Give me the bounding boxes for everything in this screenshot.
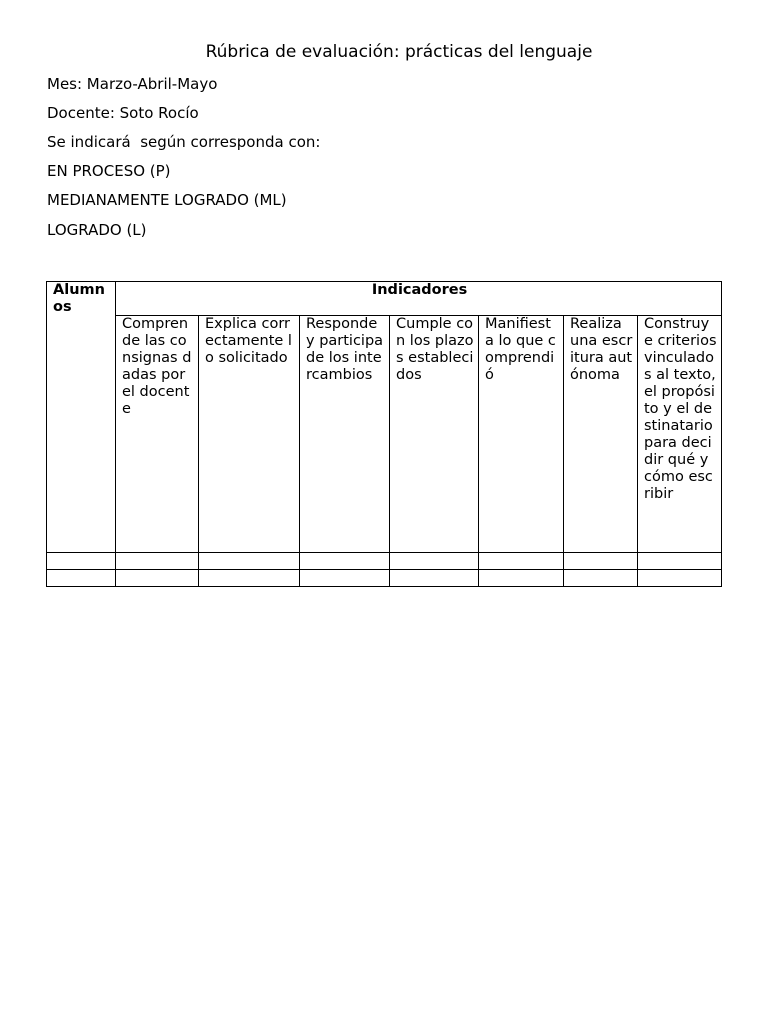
table-row <box>47 553 722 570</box>
indicator-cell: Cumple con los plazos establecidos <box>390 316 479 553</box>
score-cell[interactable] <box>300 553 390 570</box>
scale-logrado: LOGRADO (L) <box>47 221 147 239</box>
student-cell[interactable] <box>47 570 116 587</box>
score-cell[interactable] <box>199 570 300 587</box>
indicator-cell: Manifiesta lo que comprendió <box>479 316 564 553</box>
indicator-cell: Construye criterios vinculados al texto, el propósito y el destinatario para decidir qué y cómo escribir <box>638 316 722 553</box>
scale-intro: Se indicará según corresponda con: <box>47 133 321 151</box>
score-cell[interactable] <box>638 570 722 587</box>
teacher-line: Docente: Soto Rocío <box>47 104 199 122</box>
indicator-cell: Responde y participa de los intercambios <box>300 316 390 553</box>
score-cell[interactable] <box>564 570 638 587</box>
indicator-cell: Explica correctamente lo solicitado <box>199 316 300 553</box>
score-cell[interactable] <box>479 570 564 587</box>
scale-en-proceso: EN PROCESO (P) <box>47 162 171 180</box>
score-cell[interactable] <box>116 570 199 587</box>
score-cell[interactable] <box>116 553 199 570</box>
students-header: Alumnos <box>47 282 116 553</box>
score-cell[interactable] <box>390 553 479 570</box>
table-header-row <box>47 282 722 316</box>
indicator-cell: Realiza una escritura autónoma <box>564 316 638 553</box>
score-cell[interactable] <box>300 570 390 587</box>
month-line: Mes: Marzo-Abril-Mayo <box>47 75 218 93</box>
score-cell[interactable] <box>479 553 564 570</box>
student-cell[interactable] <box>47 553 116 570</box>
indicators-header: Indicadores <box>116 282 722 316</box>
scale-medianamente-logrado: MEDIANAMENTE LOGRADO (ML) <box>47 191 287 209</box>
indicator-cell: Comprende las consignas dadas por el docente <box>116 316 199 553</box>
score-cell[interactable] <box>638 553 722 570</box>
score-cell[interactable] <box>199 553 300 570</box>
page-title: Rúbrica de evaluación: prácticas del lenguaje <box>205 42 593 62</box>
score-cell[interactable] <box>564 553 638 570</box>
score-cell[interactable] <box>390 570 479 587</box>
indicators-row <box>47 316 722 553</box>
table-row <box>47 570 722 587</box>
rubric-table <box>46 281 722 587</box>
